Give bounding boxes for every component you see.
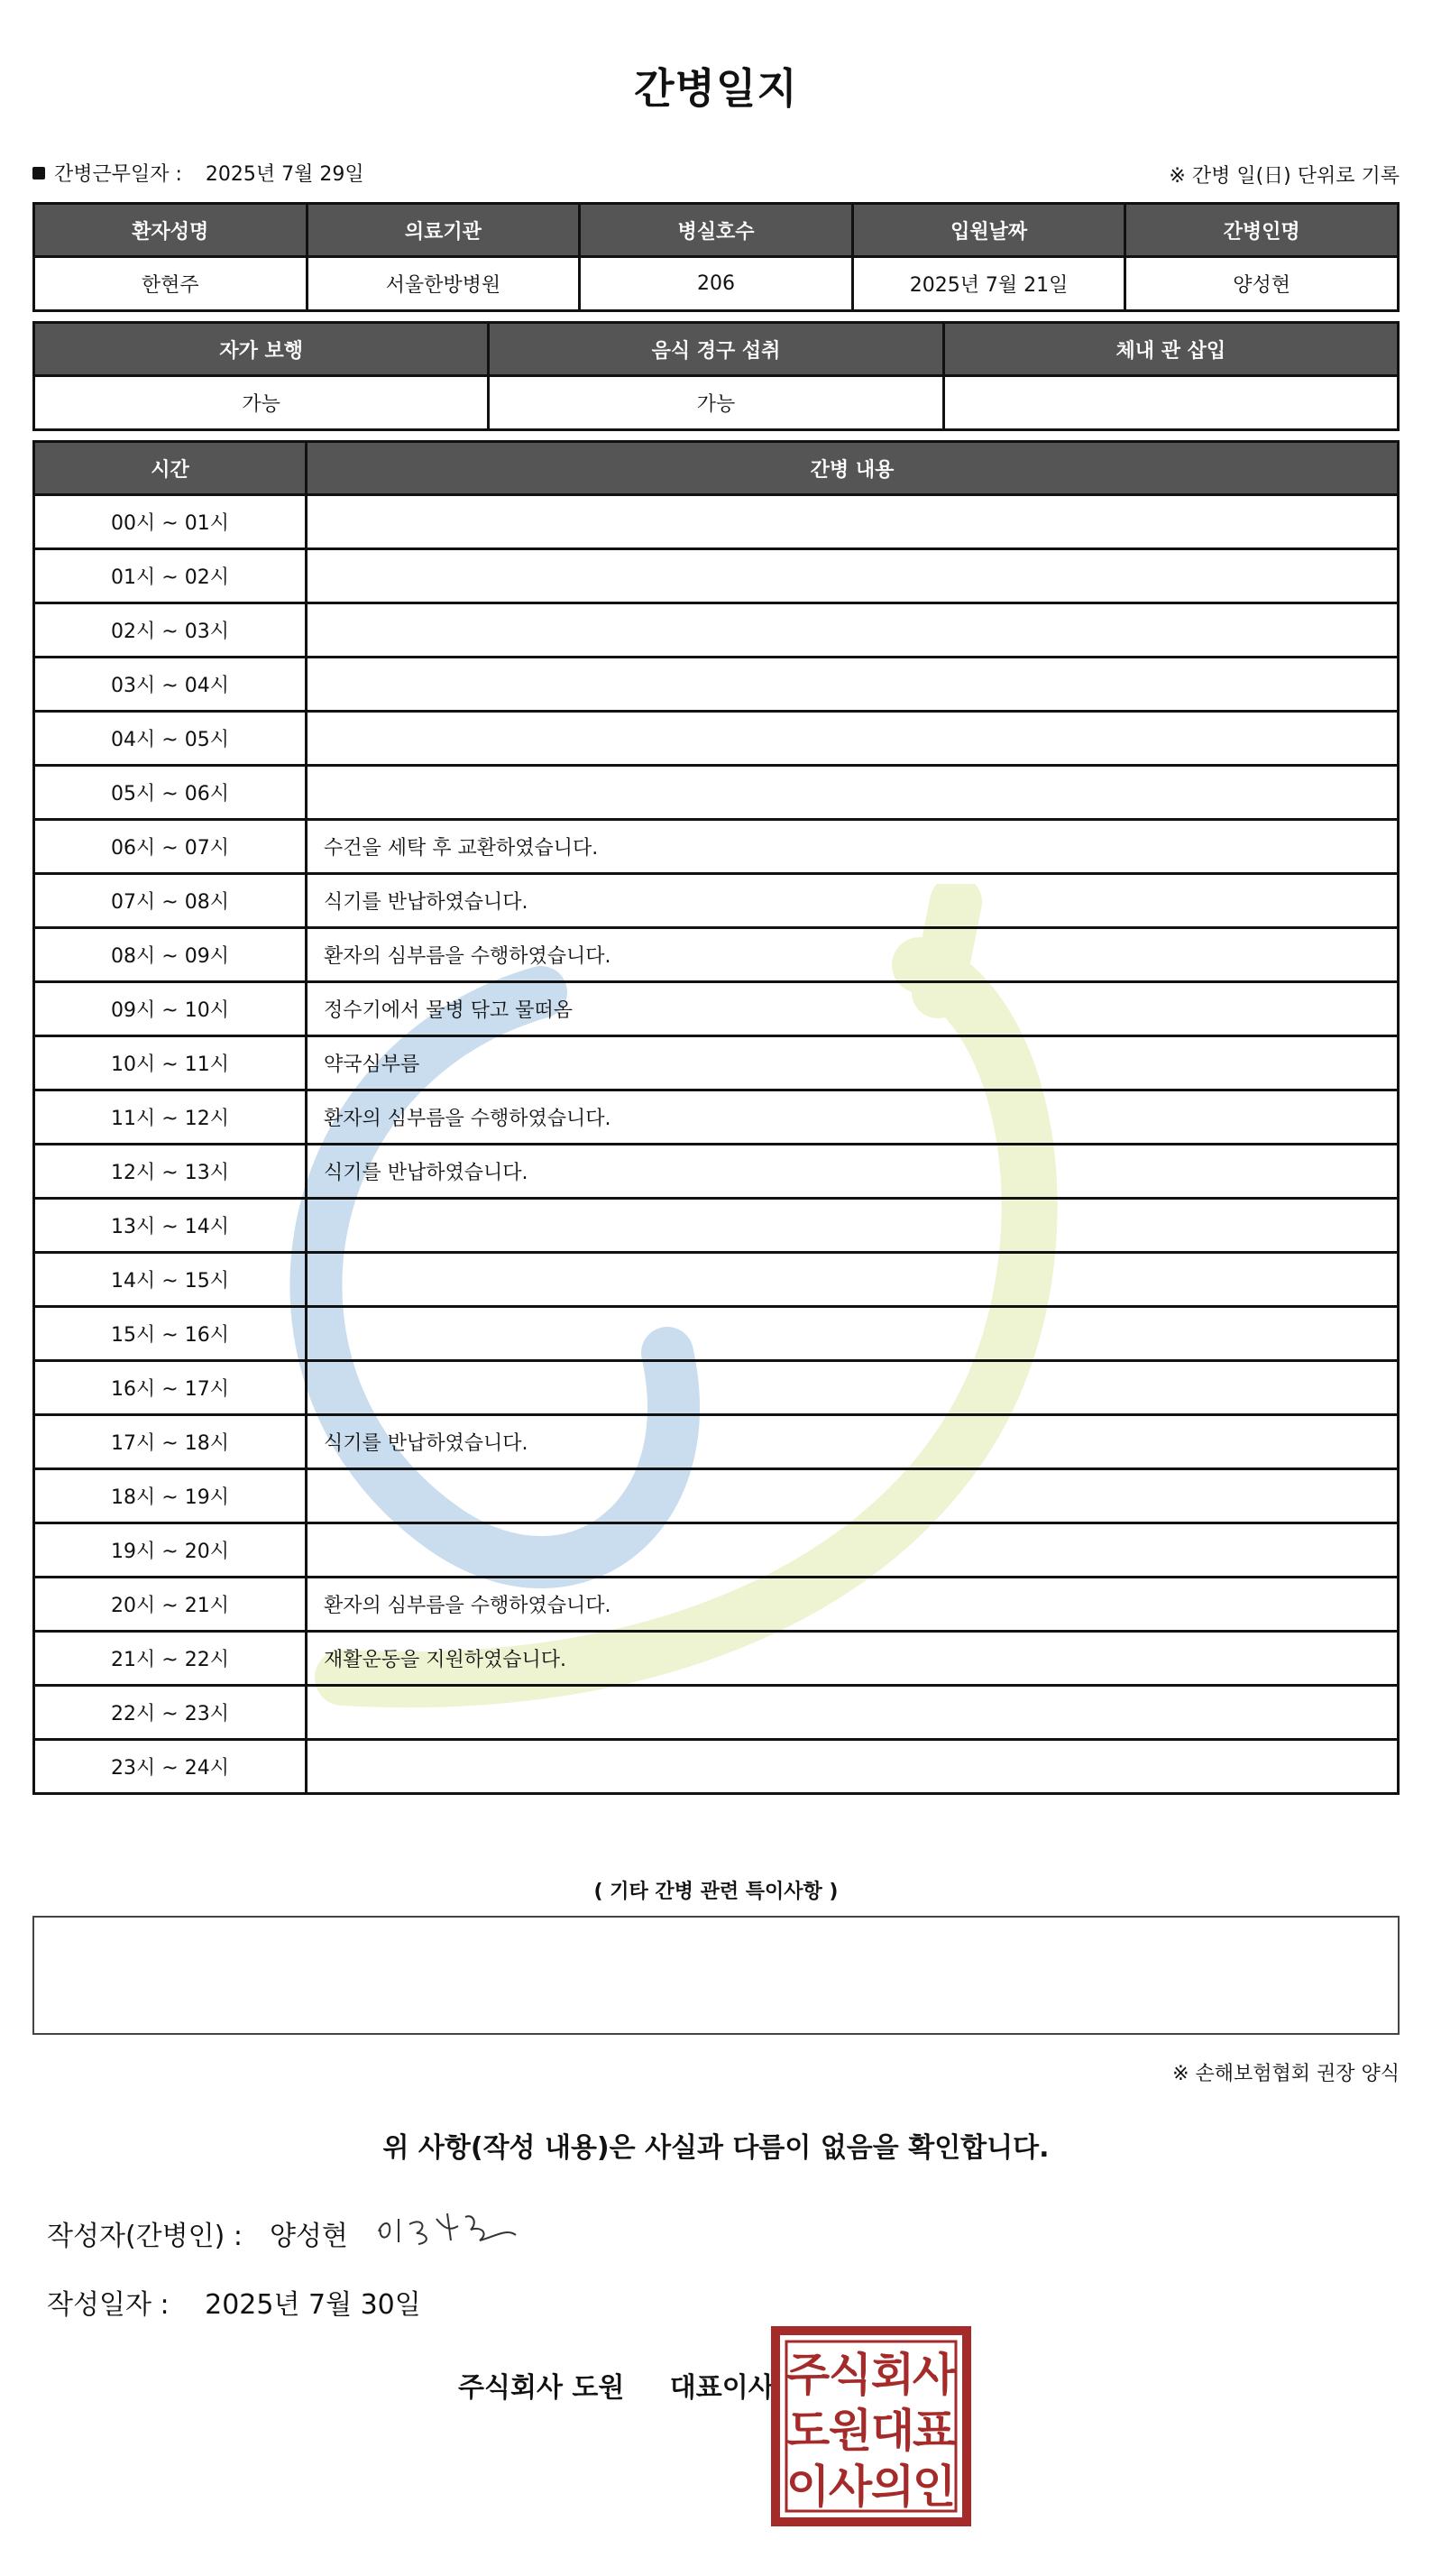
bullet-icon [32,167,45,179]
header-care-content: 간병 내용 [307,442,1399,495]
log-row [34,1632,1399,1686]
log-row [34,495,1399,549]
author-label: 작성자(간병인) : [47,2221,243,2252]
patient-status-table [32,321,1400,431]
log-row [34,1253,1399,1307]
tube-insertion-value [943,376,1398,430]
log-row [34,1036,1399,1090]
log-content: 재활운동을 지원하였습니다. [307,1632,1399,1686]
hospital: 서울한방병원 [307,257,580,311]
log-content: 환자의 심부름을 수행하였습니다. [307,1090,1399,1145]
log-row [34,982,1399,1036]
log-content [307,1523,1399,1578]
handwritten-signature [372,2201,525,2255]
svg-text:대: 대 [870,2405,915,2457]
log-time: 01시 ~ 02시 [34,549,307,603]
log-row [34,658,1399,712]
log-time: 02시 ~ 03시 [34,603,307,658]
log-content: 식기를 반납하였습니다. [307,1415,1399,1469]
log-time: 12시 ~ 13시 [34,1145,307,1199]
company-line [458,2365,775,2405]
log-row [34,1469,1399,1523]
svg-text:도: 도 [785,2405,831,2457]
svg-text:원: 원 [828,2405,873,2457]
log-time: 10시 ~ 11시 [34,1036,307,1090]
written-date-label: 작성일자 : [47,2289,170,2321]
remarks-heading: ( 기타 간병 관련 특이사항 ) [593,1881,839,1903]
form-source-note: ※ 손해보험협회 권장 양식 [1172,2063,1400,2085]
room-number: 206 [580,257,853,311]
log-time: 16시 ~ 17시 [34,1361,307,1415]
log-time: 23시 ~ 24시 [34,1740,307,1794]
log-content [307,1361,1399,1415]
log-time: 15시 ~ 16시 [34,1307,307,1361]
log-time: 00시 ~ 01시 [34,495,307,549]
caregiver-name: 양성현 [1125,257,1399,311]
log-time: 08시 ~ 09시 [34,928,307,982]
log-content [307,766,1399,820]
log-row [34,1199,1399,1253]
log-time: 13시 ~ 14시 [34,1199,307,1253]
care-log-body [34,495,1399,1794]
header-hospital: 의료기관 [307,204,580,257]
company-name: 주식회사 도원 [458,2372,625,2404]
log-row [34,874,1399,928]
svg-text:의: 의 [870,2461,915,2513]
log-time: 21시 ~ 22시 [34,1632,307,1686]
log-content [307,658,1399,712]
log-row [34,1145,1399,1199]
log-content [307,549,1399,603]
log-time: 17시 ~ 18시 [34,1415,307,1469]
log-content: 환자의 심부름을 수행하였습니다. [307,928,1399,982]
header-self-walking: 자가 보행 [34,323,489,376]
header-patient-name: 환자성명 [34,204,308,257]
patient-name: 한현주 [34,257,308,311]
confirmation-statement: 위 사항(작성 내용)은 사실과 다름이 없음을 확인합니다. [382,2132,1050,2164]
log-row [34,820,1399,874]
self-walking-value: 가능 [34,376,489,430]
document-title: 간병일지 [634,64,798,113]
log-row [34,549,1399,603]
svg-text:인: 인 [912,2461,957,2513]
log-content [307,712,1399,766]
log-time: 19시 ~ 20시 [34,1523,307,1578]
log-content: 정수기에서 물병 닦고 물떠옴 [307,982,1399,1036]
svg-text:사: 사 [828,2461,873,2513]
svg-text:식: 식 [828,2349,873,2401]
author-line [47,2213,348,2253]
log-content: 식기를 반납하였습니다. [307,1145,1399,1199]
log-row [34,1090,1399,1145]
svg-text:회: 회 [870,2349,915,2401]
log-row [34,1415,1399,1469]
log-content [307,1469,1399,1523]
oral-intake-value: 가능 [489,376,943,430]
log-row [34,1578,1399,1632]
log-time: 03시 ~ 04시 [34,658,307,712]
log-time: 14시 ~ 15시 [34,1253,307,1307]
care-log-table [32,440,1400,1795]
log-content [307,1199,1399,1253]
log-row [34,603,1399,658]
log-row [34,928,1399,982]
log-content: 환자의 심부름을 수행하였습니다. [307,1578,1399,1632]
log-content [307,1740,1399,1794]
log-time: 04시 ~ 05시 [34,712,307,766]
header-tube-insertion: 체내 관 삽입 [943,323,1398,376]
log-row [34,766,1399,820]
log-content [307,495,1399,549]
header-room-number: 병실호수 [580,204,853,257]
svg-text:이: 이 [785,2461,831,2513]
log-time: 11시 ~ 12시 [34,1090,307,1145]
log-content [307,1686,1399,1740]
svg-text:주: 주 [785,2349,831,2401]
log-row [34,712,1399,766]
log-time: 06시 ~ 07시 [34,820,307,874]
header-caregiver-name: 간병인명 [1125,204,1399,257]
svg-text:표: 표 [912,2405,957,2457]
svg-text:사: 사 [912,2349,957,2401]
log-time: 09시 ~ 10시 [34,982,307,1036]
company-seal-stamp [770,2325,972,2527]
log-time: 07시 ~ 08시 [34,874,307,928]
log-row [34,1686,1399,1740]
record-unit-note: ※ 간병 일(日) 단위로 기록 [1169,165,1400,188]
log-row [34,1523,1399,1578]
company-role: 대표이사 [669,2372,775,2404]
work-date-line [32,159,364,187]
written-date-line [47,2282,421,2322]
header-oral-intake: 음식 경구 섭취 [489,323,943,376]
log-content [307,603,1399,658]
admission-date: 2025년 7월 21일 [852,257,1125,311]
work-date-value: 2025년 7월 29일 [205,163,364,186]
log-content [307,1253,1399,1307]
log-row [34,1740,1399,1794]
work-date-label: 간병근무일자 : [54,163,182,186]
log-row [34,1307,1399,1361]
log-content: 수건을 세탁 후 교환하였습니다. [307,820,1399,874]
log-time: 22시 ~ 23시 [34,1686,307,1740]
patient-info-table [32,202,1400,312]
log-time: 20시 ~ 21시 [34,1578,307,1632]
log-time: 05시 ~ 06시 [34,766,307,820]
log-time: 18시 ~ 19시 [34,1469,307,1523]
written-date-value: 2025년 7월 30일 [205,2289,421,2321]
remarks-box [32,1916,1400,2035]
log-content [307,1307,1399,1361]
log-row [34,1361,1399,1415]
log-content: 식기를 반납하였습니다. [307,874,1399,928]
header-time: 시간 [34,442,307,495]
author-name: 양성현 [269,2221,348,2252]
header-admission-date: 입원날짜 [852,204,1125,257]
log-content: 약국심부름 [307,1036,1399,1090]
